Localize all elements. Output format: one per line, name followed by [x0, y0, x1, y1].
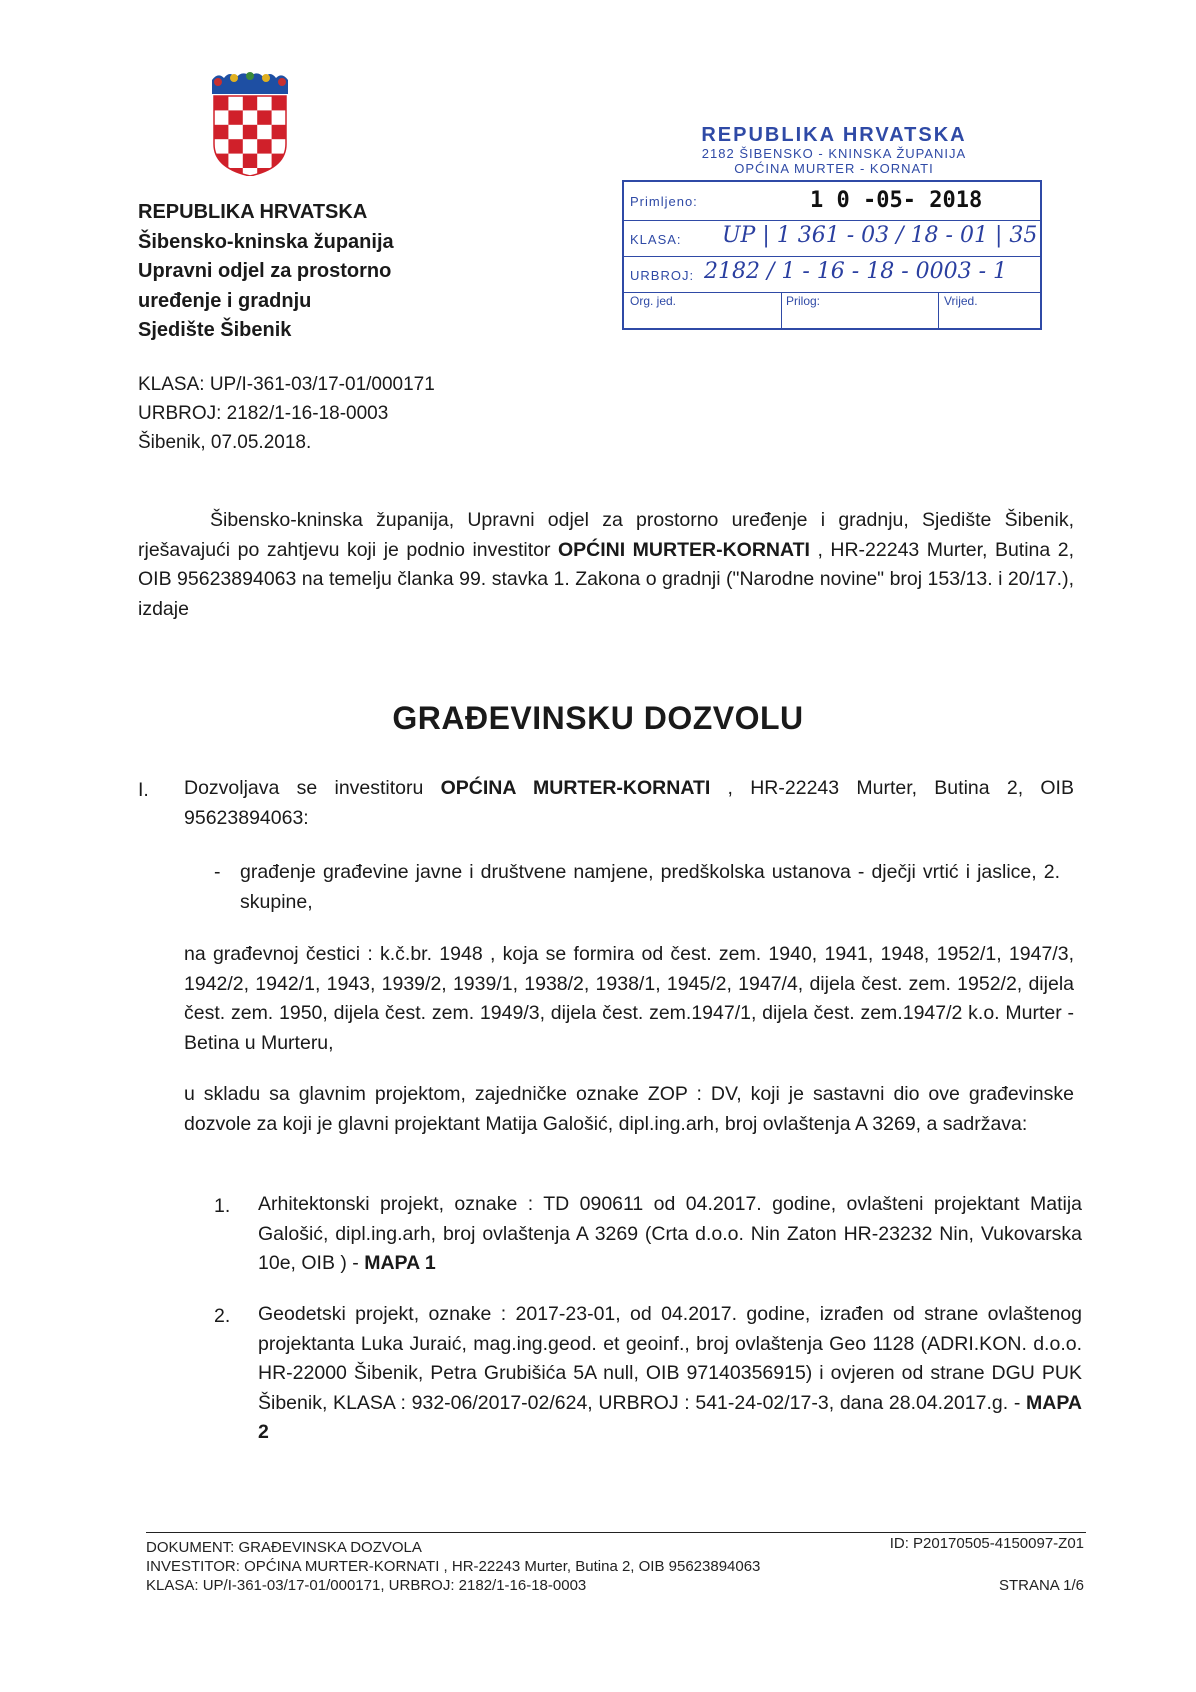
- received-stamp-header: [616, 124, 1052, 176]
- reference-klasa: KLASA: UP/I-361-03/17-01/000171: [138, 374, 435, 395]
- received-stamp: [622, 180, 1042, 330]
- footer-klasa: KLASA: UP/I-361-03/17-01/000171, URBROJ: 2182/1-16-18-0003: [146, 1577, 587, 1594]
- reference-urbroj: URBROJ: 2182/1-16-18-0003: [138, 403, 389, 424]
- urbroj-handwritten: 2182 / 1 - 16 - 18 - 0003 - 1: [704, 259, 1008, 284]
- document-reference: [138, 370, 435, 457]
- stamp-row-klasa: [624, 220, 1040, 257]
- investor-name: OPĆINI MURTER-KORNATI: [557, 538, 810, 561]
- stamp-municipality: OPĆINA MURTER - KORNATI: [734, 161, 934, 176]
- bullet-dash: -: [214, 861, 221, 883]
- org-label: Org. jed.: [630, 294, 677, 308]
- project-item-number: 1.: [214, 1195, 231, 1217]
- urbroj-label: URBROJ:: [630, 268, 695, 283]
- coat-of-arms-icon: [208, 66, 292, 176]
- main-project-description: u skladu sa glavnim projektom, zajedničke oznake ZOP : DV, koji je sastavni dio ove građevinske dozvole za koji je glavni projektant Matija Galošić, dipl.ing.arh, broj ovlaštenja A 3269, a sadržava:: [184, 1083, 1074, 1135]
- geodetic-project: Geodetski projekt, oznake : 2017-23-01, od 04.2017. godine, izrađen od strane ovlaštenog projektanta Luka Juraić, mag.ing.geod. et geoinf., broj ovlaštenja Geo 1128 (ADRI.KON. d.o.o. HR-22000 Šibenik, Petra Grubišića 5A null, OIB 97140356915) i ovjeren od strane DGU PUK Šibenik, KLASA : 932-06/2017-02/624, URBROJ : 541-24-02/17-3, dana 28.04.2017.g. - MAPA 2: [258, 1303, 1082, 1443]
- section-permit-text: Dozvoljava se investitoru OPĆINA MURTER-KORNATI , HR-22243 Murter, Butina 2, OIB 95623894063:: [184, 777, 1074, 829]
- klasa-handwritten: UP | 1 361 - 03 / 18 - 01 | 35: [722, 223, 1038, 248]
- parcel-description: na građevnoj čestici : k.č.br. 1948 , koja se formira od čest. zem. 1940, 1941, 1948, 1952/1, 1947/3, 1942/2, 1942/1, 1943, 1939/2, 1939/1, 1938/2, 1938/1, 1945/2, 1947/4, dijela čest. zem. 1952/2, dijela čest. zem. 1950, dijela čest. zem. 1949/3, dijela čest. zem.1947/1, dijela čest. zem.1947/2 k.o. Murter - Betina u Murteru,: [184, 943, 1074, 1054]
- received-label: Primljeno:: [630, 194, 698, 209]
- stamp-county: 2182 ŠIBENSKO - KNINSKA ŽUPANIJA: [701, 146, 967, 161]
- reference-place-date: Šibenik, 07.05.2018.: [138, 432, 312, 453]
- footer-page-number: STRANA 1/6: [998, 1577, 1084, 1594]
- authority-line-3: Upravni odjel za prostorno: [138, 260, 392, 282]
- architectural-project: Arhitektonski projekt, oznake : TD 090611 od 04.2017. godine, ovlašteni projektant Matija Galošić, dipl.ing.arh, broj ovlaštenja A 3269 (Crta d.o.o. Nin Zaton HR-23232 Nin, Vukovarska 10e, OIB ) - MAPA 1: [258, 1193, 1082, 1274]
- authority-line-5: Sjedište Šibenik: [138, 319, 292, 341]
- authority-line-4: uređenje i gradnju: [138, 289, 312, 312]
- intro-paragraph: Šibensko-kninska županija, Upravni odjel za prostorno uređenje i gradnju, Sjedište Šibenik, rješavajući po zahtjevu koji je podnio investitor OPĆINI MURTER-KORNATI , HR-22243 Murter, Butina 2, OIB 95623894063 na temelju članka 99. stavka 1. Zakona o gradnji ("Narodne novine" broj 153/13. i 20/17.), izdaje: [138, 509, 1075, 620]
- document-title: GRAĐEVINSKU DOZVOLU: [392, 700, 804, 736]
- stamp-row-bottom: [624, 292, 1040, 328]
- received-date: 1 0 -05- 2018: [810, 188, 983, 213]
- stamp-republic: REPUBLIKA HRVATSKA: [701, 124, 967, 146]
- footer-document: DOKUMENT: GRAĐEVINSKA DOZVOLA: [146, 1539, 422, 1556]
- map-label: MAPA 2: [258, 1391, 1082, 1443]
- stamp-row-received: [624, 182, 1040, 221]
- section-investor-name: OPĆINA MURTER-KORNATI: [440, 777, 711, 799]
- authority-line-2: Šibensko-kninska županija: [138, 230, 394, 253]
- prilog-label: Prilog:: [786, 294, 821, 308]
- map-label: MAPA 1: [364, 1252, 436, 1274]
- issuing-authority: [138, 198, 394, 346]
- construction-description: građenje građevine javne i društvene namjene, predškolska ustanova - dječji vrtić i jaslice, 2. skupine,: [240, 861, 1060, 913]
- vrijed-label: Vrijed.: [944, 294, 978, 308]
- klasa-label: KLASA:: [630, 232, 682, 247]
- section-numeral: I.: [138, 779, 149, 801]
- footer-id: ID: P20170505-4150097-Z01: [889, 1535, 1084, 1552]
- footer-investor: INVESTITOR: OPĆINA MURTER-KORNATI , HR-22243 Murter, Butina 2, OIB 95623894063: [146, 1558, 761, 1575]
- project-item-number: 2.: [214, 1305, 231, 1327]
- stamp-row-urbroj: [624, 256, 1040, 293]
- footer-divider: [146, 1532, 1086, 1533]
- authority-line-1: REPUBLIKA HRVATSKA: [138, 201, 368, 223]
